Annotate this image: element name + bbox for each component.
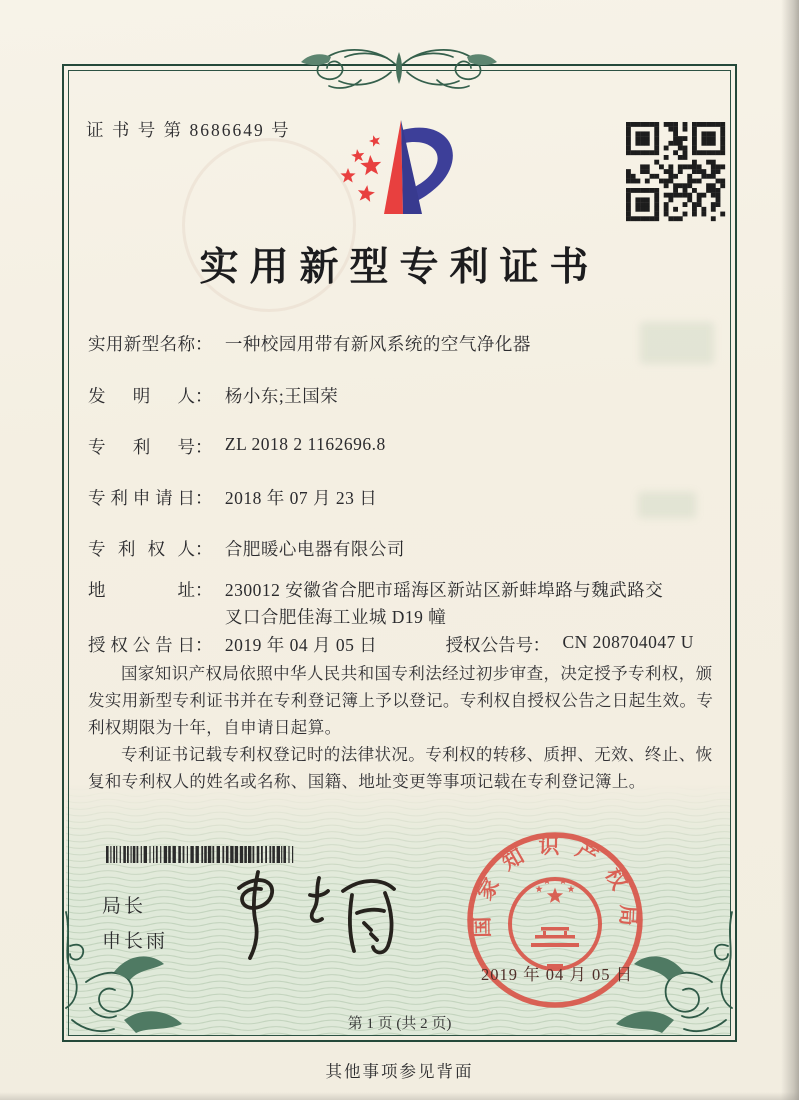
handwritten-signature-icon	[215, 862, 405, 966]
field-value: 2018 年 07 月 23 日	[224, 488, 378, 508]
field-label: 发明人	[88, 386, 195, 406]
field-colon: ：	[195, 334, 213, 354]
field-colon: ：	[195, 488, 213, 508]
top-border-flourish-ornament	[291, 44, 507, 92]
field-label: 实用新型名称	[88, 334, 195, 354]
scan-edge-shadow	[781, 0, 799, 1100]
field-label: 授权公告日	[88, 635, 195, 655]
field-label: 专利权人	[88, 539, 195, 559]
legal-paragraph-1: 国家知识产权局依照中华人民共和国专利法经过初步审查，决定授予专利权，颁发实用新型专利证书并在专利登记簿上予以登记。专利权自授权公告之日起生效。专利权期限为十年，自申请日起算。	[88, 664, 714, 737]
legal-paragraph-2: 专利证书记载专利权登记时的法律状况。专利权的转移、质押、无效、终止、恢复和专利权人的姓名或名称、国籍、地址变更等事项记载在专利登记簿上。	[88, 745, 713, 791]
field-row-grant	[88, 632, 694, 657]
cnipa-patent-logo-icon	[326, 110, 476, 228]
director-name: 申长雨	[102, 931, 169, 952]
seal-text: 国家知识产权局	[469, 834, 641, 941]
field-colon: ：	[195, 580, 213, 600]
field-value: 230012 安徽省合肥市瑶海区新站区新蚌埠路与魏武路交叉口合肥佳海工业城 D19 幢	[224, 580, 664, 627]
back-side-note: 其他事项参见背面	[325, 1062, 474, 1081]
field-row-patent-number	[88, 434, 386, 459]
field-row-inventor	[88, 383, 338, 408]
svg-text:国家知识产权局	[470, 834, 641, 940]
field-colon: ：	[195, 635, 213, 655]
legal-text	[88, 660, 720, 795]
field-value: ZL 2018 2 1162696.8	[224, 434, 386, 454]
scan-edge-shadow	[0, 1092, 799, 1100]
field-value: 杨小东;王国荣	[224, 386, 339, 406]
field-colon: ：	[195, 437, 213, 457]
field-label: 地址	[88, 580, 195, 600]
field-colon: ：	[532, 635, 551, 655]
seal-date: 2019 年 04 月 05 日	[480, 965, 634, 984]
field-value: 2019 年 04 月 05 日	[224, 635, 378, 655]
page-number: 第 1 页 (共 2 页)	[347, 1016, 452, 1032]
certificate-number: 证 书 号 第 8686649 号	[86, 120, 291, 140]
field-label: 专利申请日	[88, 488, 195, 508]
field-value: CN 208704047 U	[562, 632, 694, 652]
field-row-name	[88, 331, 531, 356]
field-row-patentee	[88, 536, 405, 561]
director-title: 局长	[102, 896, 147, 917]
field-row-address	[88, 577, 677, 631]
field-label: 专利号	[88, 437, 195, 457]
field-colon: ：	[195, 386, 213, 406]
director-block	[102, 889, 168, 959]
field-value: 一种校园用带有新风系统的空气净化器	[224, 334, 531, 354]
field-row-filing-date	[88, 485, 377, 510]
field-colon: ：	[195, 539, 213, 559]
certificate-title: 实用新型专利证书	[199, 246, 600, 289]
field-value: 合肥暖心电器有限公司	[224, 539, 405, 559]
field-label: 授权公告号	[445, 635, 534, 655]
qr-code-icon	[626, 122, 725, 221]
